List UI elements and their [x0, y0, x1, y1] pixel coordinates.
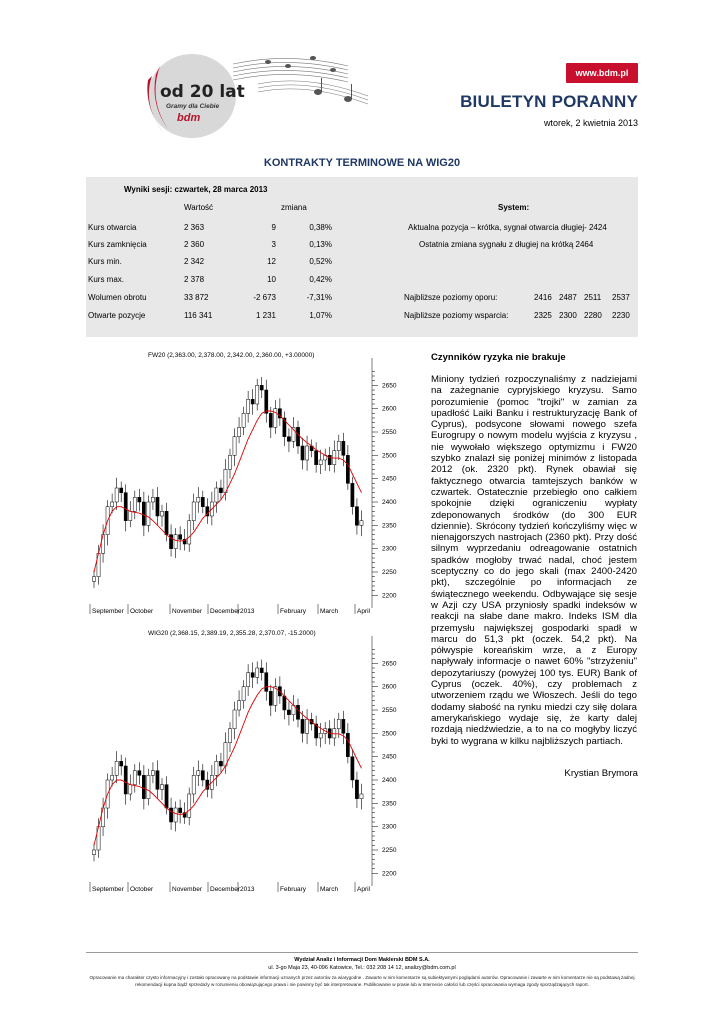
- resistance-level: 2416: [534, 293, 552, 302]
- candle-body: [111, 502, 114, 507]
- y-tick-label: 2300: [382, 545, 397, 553]
- candle-body: [165, 511, 168, 534]
- row-pct: 0,13%: [309, 240, 332, 249]
- candle-body: [101, 535, 104, 554]
- session-label: Wyniki sesji: czwartek, 28 marca 2013: [124, 185, 268, 194]
- candle-body: [138, 771, 141, 776]
- y-tick-label: 2550: [382, 429, 397, 436]
- row-pct: -7,31%: [306, 293, 332, 302]
- article-author: Krystian Brymora: [564, 768, 638, 779]
- candle-body: [179, 808, 182, 813]
- y-tick-label: 2200: [382, 870, 397, 878]
- candle-body: [156, 497, 159, 516]
- y-tick-label: 2250: [382, 569, 397, 576]
- candle-body: [305, 446, 308, 460]
- y-tick-label: 2600: [382, 405, 397, 413]
- candle-body: [296, 705, 299, 719]
- x-tick-label: November: [172, 608, 202, 615]
- x-tick-label: September: [92, 886, 124, 893]
- y-tick-label: 2450: [382, 753, 397, 761]
- candle-body: [138, 497, 141, 502]
- candle-body: [228, 455, 231, 469]
- candle-body: [124, 493, 127, 521]
- candle-body: [197, 497, 200, 502]
- candle-body: [120, 488, 123, 493]
- candle-body: [265, 390, 268, 413]
- col-value-header: Wartość: [184, 203, 214, 212]
- row-change: -2 673: [253, 293, 276, 302]
- footer-divider: [86, 952, 638, 953]
- y-tick-label: 2600: [382, 683, 397, 691]
- footer-company: Wydział Analiz i Informacji Dom Maklerski BDM S.A.: [294, 957, 430, 963]
- row-change: 12: [267, 257, 276, 266]
- candle-body: [192, 775, 195, 794]
- candle-body: [256, 668, 259, 677]
- x-tick-label: March: [320, 608, 339, 615]
- row-pct: 0,52%: [309, 257, 332, 266]
- col-system-header: System:: [498, 203, 530, 212]
- candle-body: [197, 771, 200, 776]
- footer-disclaimer: Opracowanie ma charakter czysto informacyjny i zostało opracowany na podstawie informacji uznanych przez autorów za wiarygodne . Zawarte w nim komentarze są subiektywnymi poglądami autorów. Opracowanie i zawarte w nim komentarze nie są podstawą żadnej rekomendacji kupna bądź sprzedaży w rozumieniu obowiązującego prawa i nie powinny być tak interpretowane. Publikowanie w prasie lub w Internecie całości lub części opracowania wymaga zgody sporządzających raport.: [89, 975, 635, 987]
- candle-body: [147, 502, 150, 525]
- fw20-chart-svg: [86, 348, 406, 623]
- row-label: Kurs min.: [88, 257, 122, 266]
- candle-body: [120, 761, 123, 766]
- candle-body: [237, 427, 240, 436]
- row-value: 33 872: [184, 293, 209, 302]
- candle-body: [101, 808, 104, 827]
- candle-body: [355, 780, 358, 799]
- x-tick-label: February: [280, 608, 307, 615]
- candle-body: [169, 535, 172, 549]
- candle-body: [305, 719, 308, 733]
- system-position: Aktualna pozycja – krótka, sygnał otwarcia długiej- 2424: [408, 223, 607, 232]
- candle-body: [283, 696, 286, 710]
- candle-body: [224, 743, 227, 766]
- logo-tagline: Gramy dla Ciebie: [166, 103, 220, 110]
- x-tick-label: December: [210, 608, 240, 615]
- support-level: 2300: [559, 311, 577, 320]
- session-results-table: [86, 177, 638, 337]
- candle-body: [169, 808, 172, 822]
- candle-body: [251, 399, 254, 404]
- x-tick-label: December: [210, 886, 240, 893]
- candle-body: [233, 710, 236, 729]
- candle-body: [260, 385, 263, 390]
- wig20-chart-svg: [86, 626, 406, 901]
- candle-body: [337, 441, 340, 450]
- row-label: Wolumen obrotu: [88, 293, 147, 302]
- resistance-level: 2487: [559, 293, 577, 302]
- candle-body: [160, 511, 163, 516]
- candle-body: [269, 691, 272, 705]
- support-level: 2280: [584, 311, 602, 320]
- row-value: 2 363: [184, 223, 205, 232]
- candle-body: [124, 766, 127, 794]
- candle-body: [224, 469, 227, 492]
- y-tick-label: 2350: [382, 800, 397, 808]
- website-link[interactable]: www.bdm.pl: [566, 63, 638, 83]
- row-pct: 0,38%: [309, 223, 332, 232]
- candle-body: [192, 502, 195, 521]
- candle-body: [151, 771, 154, 776]
- candle-body: [115, 488, 118, 502]
- resistance-level: 2537: [612, 293, 630, 302]
- candle-body: [342, 719, 345, 733]
- candle-body: [92, 577, 95, 582]
- candle-body: [265, 673, 268, 692]
- y-tick-label: 2500: [382, 452, 397, 460]
- candle-body: [115, 761, 118, 775]
- logo-years: od 20 lat: [160, 82, 245, 102]
- candle-body: [319, 733, 322, 738]
- candle-body: [215, 488, 218, 502]
- y-tick-label: 2450: [382, 475, 397, 483]
- row-value: 2 378: [184, 275, 205, 284]
- candle-body: [156, 771, 159, 790]
- y-tick-label: 2650: [382, 382, 397, 390]
- row-label: Kurs max.: [88, 275, 125, 284]
- y-tick-label: 2250: [382, 847, 397, 854]
- wig20-chart: [86, 626, 406, 901]
- support-label: Najbliższe poziomy wsparcia:: [404, 311, 509, 320]
- x-tick-label: April: [357, 608, 371, 615]
- candle-body: [251, 673, 254, 678]
- y-tick-label: 2300: [382, 823, 397, 831]
- candle-body: [351, 757, 354, 780]
- candle-body: [256, 385, 259, 404]
- x-tick-label: April: [357, 886, 371, 893]
- support-level: 2325: [534, 311, 552, 320]
- candle-body: [147, 775, 150, 798]
- candle-body: [287, 710, 290, 715]
- y-tick-label: 2500: [382, 730, 397, 738]
- x-tick-label: October: [130, 886, 154, 893]
- y-tick-label: 2200: [382, 592, 397, 600]
- row-value: 2 360: [184, 240, 205, 249]
- candle-body: [342, 441, 345, 455]
- x-tick-label: October: [130, 608, 154, 615]
- candle-body: [179, 535, 182, 540]
- candle-body: [165, 785, 168, 808]
- row-pct: 1,07%: [309, 311, 332, 320]
- moving-average-line: [94, 411, 362, 572]
- candle-body: [142, 775, 145, 798]
- candle-body: [301, 446, 304, 460]
- article-title: Czynników ryzyka nie brakuje: [431, 352, 566, 363]
- x-tick-label: 2013: [240, 608, 255, 615]
- candle-body: [215, 761, 218, 775]
- y-tick-label: 2400: [382, 499, 397, 506]
- y-tick-label: 2550: [382, 707, 397, 714]
- candle-body: [315, 451, 318, 465]
- candle-body: [133, 497, 136, 511]
- candle-body: [228, 729, 231, 743]
- article-body: Miniony tydzień rozpoczynaliśmy z nadziejami na zażegnanie cypryjskiego kryzysu. Samo porozumienie (pomoc "trojki" w zamian za upadłość Laiki Banku i restrukturyzację Bank of Cyprus), podsycone słowami nowego szefa Eurogrupy o nowym modelu wyjścia z kryzysu , nie wywołało większego optymizmu i FW20 szybko znalazł się poniżej minimów z listopada 2012 (ok. 2320 pkt). Rynek obawiał się faktycznego otwarcia tamtejszych banków w czwartek. Ostatecznie przebiegło ono całkiem spokojnie dzięki ograniczeniu wypłaty zdeponowanych środków (do 300 EUR dziennie). Skrócony tydzień kończyliśmy więc w nienajgorszych nastrojach (2360 pkt). Przy dość silnym wyprzedaniu odreagowanie ostatnich spadków mogłoby trwać nadal, choć jestem sceptyczny co do jego skali (max 2400-2420 pkt), szczególnie po informacjach ze świątecznego weekendu. Odbywające się sesje w Azji czy USA przyniosły spadki indeksów w reakcji na słabe dane makro. Indeks ISM dla przemysłu największej gospodarki spadł w marcu do 51,3 pkt (oczek. 54,2 pkt). Na półwyspie koreańskim wrze, a z Europy napływały informacje o nawet 60% "strzyżeniu" depozytariuszy (powyżej 100 tys. EUR) Bank of Cyprus (oczek. 40%), czy problemach z utworzeniem rządu we Włoszech. Jeśli do tego dodamy słabość na rynku miedzi czy siłę dolara amerykańskiego wydaje się, że karty dalej rozdają niedźwiedzie, a to na co mogłyby liczyć byki to wygrana w kilku najbliższych partiach.: [431, 374, 637, 747]
- chart-title: WIG20 (2,368.15, 2,389.19, 2,355.28, 2,370.07, -15.2000): [148, 630, 316, 637]
- row-change: 1 231: [255, 311, 276, 320]
- x-tick-label: 2013: [240, 886, 255, 893]
- candle-body: [142, 502, 145, 525]
- candle-body: [319, 460, 322, 465]
- candle-body: [242, 687, 245, 701]
- row-change: 10: [267, 275, 276, 284]
- system-last-change: Ostatnia zmiana sygnału z długiej na krótką 2464: [419, 240, 594, 249]
- candle-body: [188, 521, 191, 544]
- x-tick-label: February: [280, 886, 307, 893]
- candle-body: [274, 687, 277, 706]
- candle-body: [360, 794, 363, 799]
- candle-body: [133, 771, 136, 785]
- candle-body: [174, 808, 177, 822]
- candle-body: [337, 719, 340, 728]
- logo-brand: bdm: [177, 112, 201, 124]
- candle-body: [129, 785, 132, 794]
- chart-title: FW20 (2,363.00, 2,378.00, 2,342.00, 2,360.00, +3.00000): [148, 352, 315, 359]
- candle-body: [92, 850, 95, 855]
- row-change: 3: [271, 240, 276, 249]
- row-pct: 0,42%: [309, 275, 332, 284]
- candle-body: [269, 413, 272, 427]
- candle-body: [219, 488, 222, 493]
- candle-body: [111, 775, 114, 780]
- y-tick-label: 2650: [382, 660, 397, 668]
- candle-body: [201, 497, 204, 506]
- candle-body: [219, 761, 222, 766]
- support-level: 2230: [612, 311, 630, 320]
- candle-body: [360, 521, 363, 526]
- fw20-chart: [86, 348, 406, 623]
- x-tick-label: March: [320, 886, 339, 893]
- candle-body: [287, 437, 290, 442]
- candle-body: [160, 785, 163, 790]
- candle-body: [346, 733, 349, 756]
- candle-body: [233, 437, 236, 456]
- candle-body: [237, 701, 240, 710]
- document-title: BIULETYN PORANNY: [460, 92, 638, 111]
- resistance-label: Najbliższe poziomy oporu:: [404, 293, 498, 302]
- x-tick-label: November: [172, 886, 202, 893]
- candle-body: [247, 399, 250, 413]
- row-label: Kurs zamknięcia: [88, 240, 147, 249]
- candle-body: [151, 497, 154, 502]
- x-tick-label: September: [92, 608, 124, 615]
- row-value: 2 342: [184, 257, 205, 266]
- candle-body: [247, 673, 250, 687]
- candle-body: [260, 668, 263, 673]
- row-label: Kurs otwarcia: [88, 223, 137, 232]
- document-date: wtorek, 2 kwietnia 2013: [543, 118, 638, 128]
- candle-body: [174, 535, 177, 549]
- candle-body: [296, 427, 299, 446]
- candle-body: [274, 409, 277, 428]
- moving-average-line: [94, 687, 362, 846]
- col-change-header: zmiana: [281, 203, 307, 212]
- footer-address: ul. 3-go Maja 23, 40-096 Katowice, Tel.: 032 208 14 12, analizy@bdm.com.pl: [268, 965, 456, 971]
- row-label: Otwarte pozycje: [88, 311, 146, 320]
- candle-body: [242, 413, 245, 427]
- candle-body: [346, 455, 349, 483]
- section-title: KONTRAKTY TERMINOWE NA WIG20: [263, 157, 461, 169]
- row-change: 9: [271, 223, 276, 232]
- candle-body: [355, 507, 358, 526]
- candle-body: [351, 483, 354, 506]
- candle-body: [188, 794, 191, 817]
- row-value: 116 341: [184, 311, 213, 320]
- y-tick-label: 2350: [382, 522, 397, 530]
- candle-body: [301, 719, 304, 733]
- candle-body: [129, 511, 132, 520]
- y-tick-label: 2400: [382, 777, 397, 784]
- resistance-level: 2511: [584, 293, 602, 302]
- candle-body: [201, 771, 204, 780]
